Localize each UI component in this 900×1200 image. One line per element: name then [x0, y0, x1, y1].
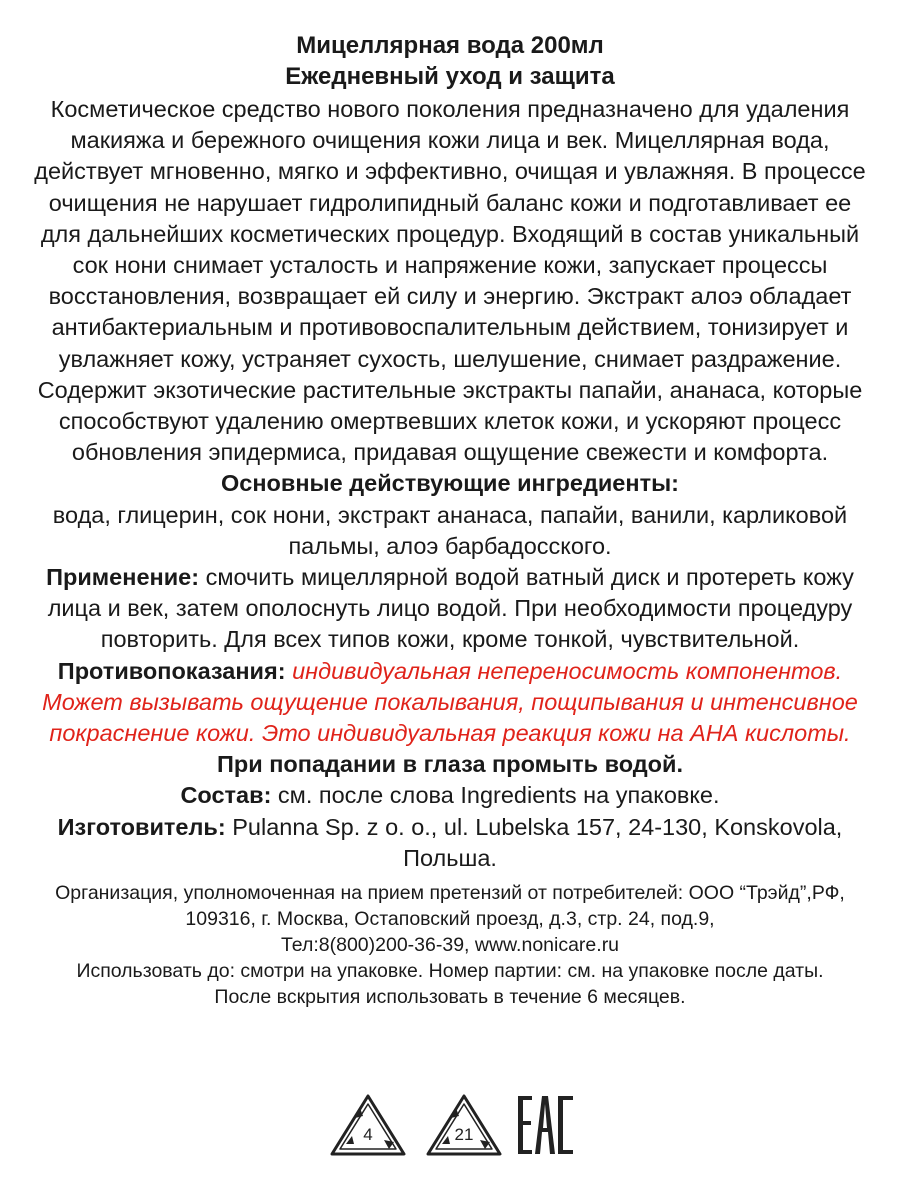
recycling-triangle-4-icon — [324, 1090, 412, 1160]
ingredients-text: вода, глицерин, сок нони, экстракт ананаса, папайи, ванили, карликовой пальмы, алоэ барбадосского. — [52, 501, 848, 559]
recycling-code-21: 21 — [454, 1125, 474, 1144]
manufacturer-paragraph — [28, 812, 872, 874]
product-description: Косметическое средство нового поколения предназначено для удаления макияжа и бережного очищения кожи лица и век. Мицеллярная вода, действует мгновенно, мягко и эффективно, очищая и увлажняя. В процессе очищения не нарушает гидролипидный баланс кожи и подготавливает ее для дальнейших косметических процедур. Входящий в состав уникальный сок нони снимает усталость и напряжение кожи, запускает процессы восстановления, возвращает ей силу и энергию. Экстракт алоэ обладает антибактериальным и противовоспалительным действием, тонизирует и увлажняет кожу, устраняет сухость, шелушение, снимает раздражение. Содержит экзотические растительные экстракты папайи, ананаса, которые способствуют удалению омертвевших клеток кожи, и ускоряют процесс обновления эпидермиса, придавая ощущение свежести и комфорта. — [34, 96, 866, 466]
usage-text: смочить мицеллярной водой ватный диск и протереть кожу лица и век, затем ополоснуть лицо водой. При необходимости процедуру повторить. Для всех типов кожи, кроме тонкой, чувствительной. — [47, 564, 854, 653]
eyes-warning: При попадании в глаза промыть водой. — [216, 751, 684, 778]
eac-mark-icon — [516, 1090, 576, 1160]
contact-info: Тел:8(800)200-36-39, www.nonicare.ru — [280, 934, 620, 957]
after-opening-info: После вскрытия использовать в течение 6 месяцев. — [214, 986, 686, 1009]
product-subtitle: Ежедневный уход и защита — [285, 63, 615, 90]
recycling-code-4: 4 — [363, 1125, 373, 1144]
expiry-info: Использовать до: смотри на упаковке. Номер партии: см. на упаковке после даты. — [76, 960, 824, 983]
small-print — [28, 880, 872, 1010]
contraindications-text: индивидуальная непереносимость компонентов. Может вызывать ощущение покалывания, пощипывания и интенсивное покраснение кожи. Это индивидуальная реакция кожи на АНА кислоты. — [42, 657, 858, 747]
contraindications-label: Противопоказания: — [57, 657, 286, 684]
marks-row — [0, 1090, 900, 1160]
product-title: Мицеллярная вода 200мл — [296, 32, 604, 59]
composition-text: см. после слова Ingredients на упаковке. — [271, 782, 720, 809]
manufacturer-label: Изготовитель: — [57, 813, 226, 840]
composition-paragraph — [28, 780, 872, 811]
usage-paragraph — [28, 562, 872, 656]
composition-label: Состав: — [180, 782, 272, 809]
contraindications-paragraph — [28, 656, 872, 750]
claims-organization: Организация, уполномоченная на прием претензий от потребителей: ООО “Трэйд”,РФ, 109316, г. Москва, Остаповский проезд, д.3, стр. 24, под.9, — [55, 882, 845, 931]
manufacturer-text: Pulanna Sp. z o. o., ul. Lubelska 157, 24-130, Konskovola, Польша. — [225, 813, 843, 871]
recycling-triangle-21-icon — [420, 1090, 508, 1160]
ingredients-heading: Основные действующие ингредиенты: — [221, 470, 679, 497]
usage-label: Применение: — [46, 564, 200, 591]
label-document — [28, 30, 872, 1010]
